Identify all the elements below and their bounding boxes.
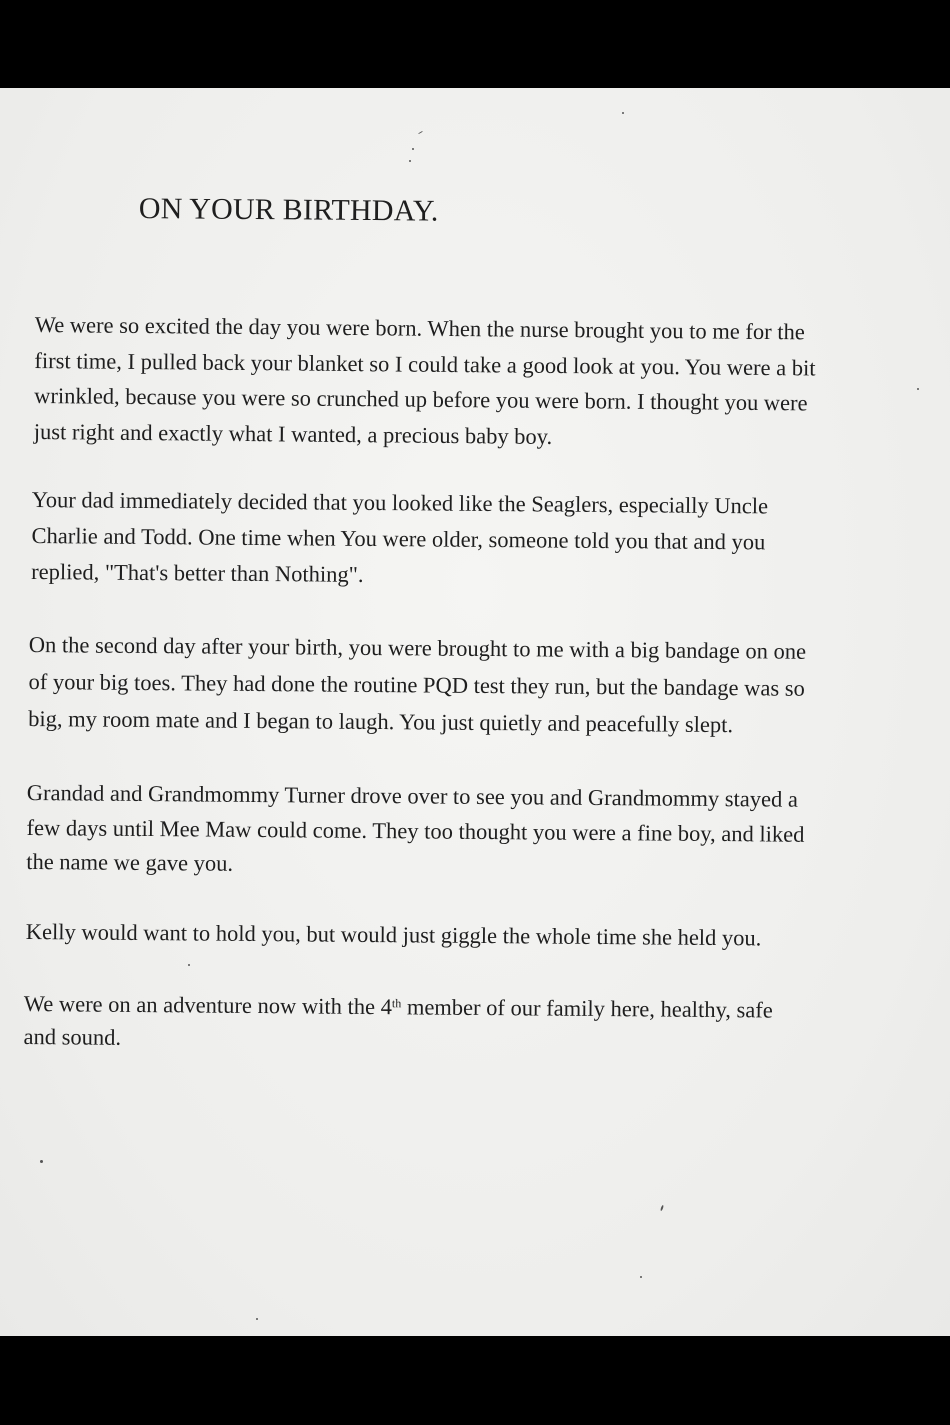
paragraph-adventure	[23, 987, 772, 1060]
dust-speck	[640, 1276, 642, 1278]
text-line: of your big toes. They had done the routine PQD test they run, but the bandage was so	[28, 668, 805, 701]
text-line: Grandad and Grandmommy Turner drove over to see you and Grandmommy stayed a	[26, 779, 799, 812]
text-segment: We were on an adventure now with the 4	[23, 990, 393, 1020]
dust-speck	[412, 148, 414, 150]
text-line: On the second day after your birth, you were brought to me with a big bandage on one	[28, 631, 807, 664]
dust-speck	[917, 388, 919, 390]
text-line: the name we gave you.	[26, 848, 234, 876]
dust-speck	[188, 964, 190, 966]
text-line: We were so excited the day you were born. When the nurse brought you to me for the	[34, 311, 805, 345]
text-line: first time, I pulled back your blanket so I could take a good look at you. You were a bit	[34, 347, 816, 380]
paragraph-kelly	[26, 915, 762, 955]
paragraph-born-day	[34, 307, 816, 456]
text-line: and sound.	[23, 1023, 122, 1050]
paragraph-second-day	[28, 626, 806, 744]
dust-speck	[418, 131, 423, 134]
text-line: Kelly would want to hold you, but would just giggle the whole time she held you.	[25, 918, 762, 951]
dust-speck	[409, 160, 411, 162]
text-line: replied, "That's better than Nothing".	[31, 558, 364, 587]
ordinal-superscript: th	[391, 996, 402, 1011]
text-line: Your dad immediately decided that you looked like the Seaglers, especially Uncle	[31, 486, 769, 519]
page-title: ON YOUR BIRTHDAY.	[138, 192, 439, 228]
text-line: big, my room mate and I began to laugh. You just quietly and peacefully slept.	[28, 705, 734, 738]
dust-speck	[622, 112, 624, 114]
text-line	[24, 987, 773, 1027]
paragraph-dad-seaglers	[31, 482, 768, 596]
dust-speck	[256, 1318, 258, 1320]
text-line: wrinkled, because you were so crunched up before you were born. I thought you were	[34, 382, 808, 416]
scanned-page	[0, 88, 950, 1336]
dust-speck	[40, 1160, 43, 1163]
text-line: few days until Mee Maw could come. They too thought you were a fine boy, and liked	[26, 814, 805, 847]
text-line: just right and exactly what I wanted, a precious baby boy.	[33, 418, 553, 449]
text-line: Charlie and Todd. One time when You were older, someone told you that and you	[31, 522, 766, 555]
paragraph-grandparents	[26, 776, 805, 886]
dust-speck	[660, 1205, 664, 1211]
text-segment: member of our family here, healthy, safe	[401, 994, 773, 1023]
